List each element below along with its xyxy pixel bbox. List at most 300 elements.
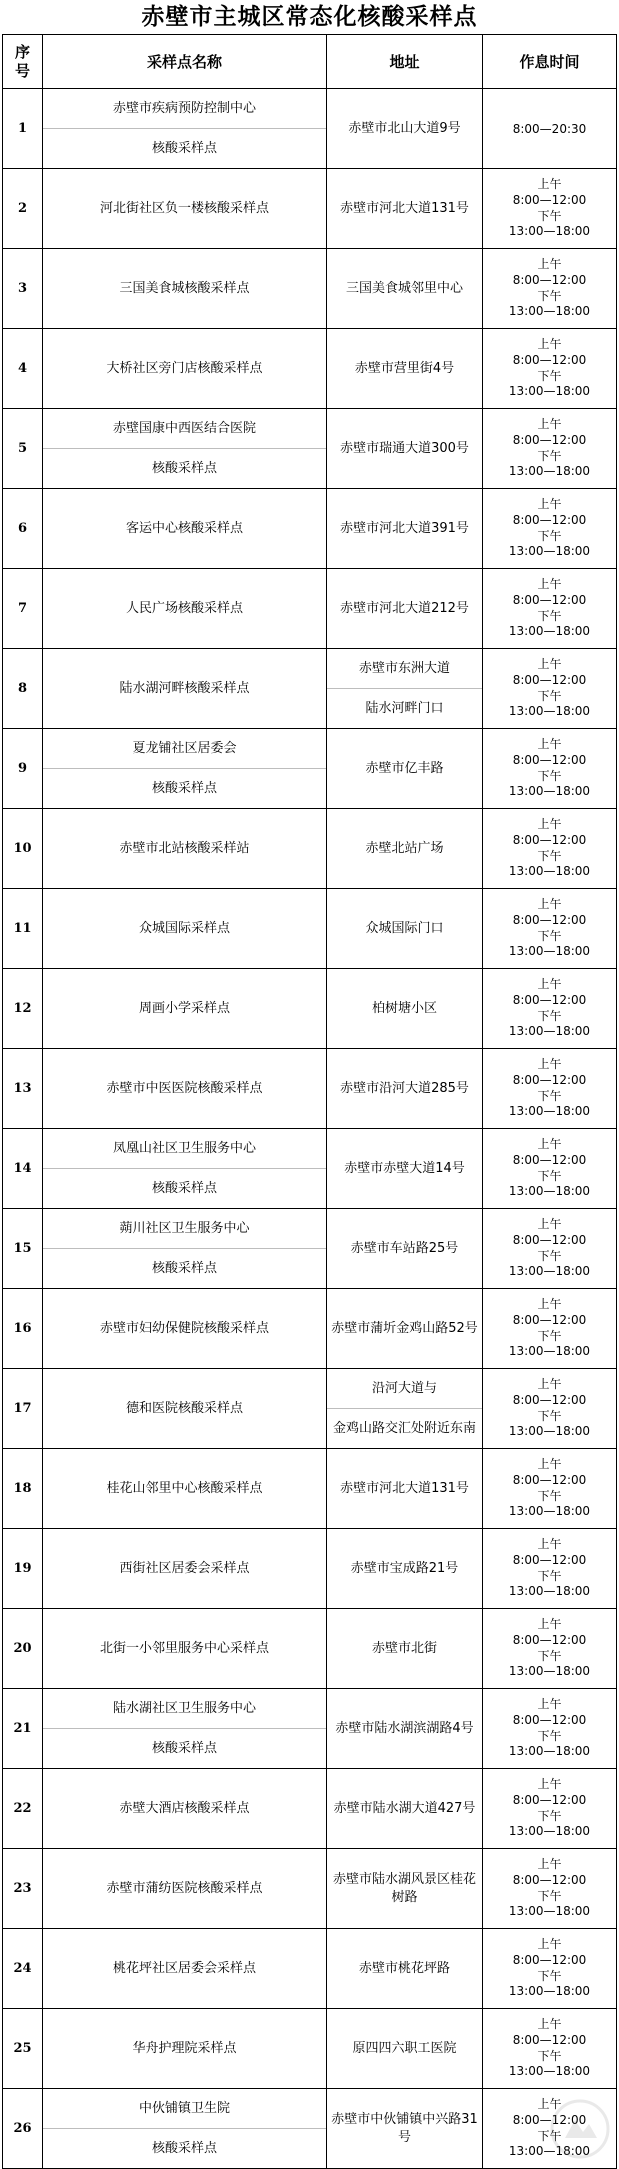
row-hours-line: 13:00—18:00 bbox=[508, 1104, 591, 1119]
row-hours-line: 13:00—18:00 bbox=[508, 224, 591, 239]
row-address-text: 赤壁市陆水湖风景区桂花树路 bbox=[332, 1871, 476, 1905]
row-address-text: 赤壁市河北大道391号 bbox=[340, 520, 469, 536]
row-site-name bbox=[43, 1289, 327, 1369]
row-hours bbox=[483, 1049, 617, 1129]
row-address-text: 赤壁市宝成路21号 bbox=[350, 1560, 459, 1576]
row-hours-line: 下午 bbox=[537, 1888, 562, 1903]
row-site-name-text: 人民广场核酸采样点 bbox=[125, 600, 243, 616]
table-header-row bbox=[3, 35, 617, 89]
table-row bbox=[3, 649, 617, 729]
row-hours-line: 下午 bbox=[537, 688, 562, 703]
row-address-text: 赤壁市车站路25号 bbox=[350, 1240, 459, 1256]
row-site-name-text: 德和医院核酸采样点 bbox=[125, 1400, 243, 1416]
row-seq: 7 bbox=[3, 569, 43, 649]
row-site-name-line: 核酸采样点 bbox=[43, 1248, 326, 1288]
row-hours bbox=[483, 1689, 617, 1769]
row-address bbox=[327, 169, 483, 249]
row-hours-line: 上午 bbox=[537, 497, 562, 512]
row-site-name-line: 赤壁市疾病预防控制中心 bbox=[112, 100, 256, 116]
table-body bbox=[3, 89, 617, 2169]
row-hours-line: 下午 bbox=[537, 1008, 562, 1023]
table-row bbox=[3, 1129, 617, 1209]
row-hours-line: 8:00—12:00 bbox=[512, 1712, 587, 1727]
row-seq: 13 bbox=[3, 1049, 43, 1129]
row-site-name-line: 核酸采样点 bbox=[43, 128, 326, 168]
table-row bbox=[3, 1769, 617, 1849]
row-site-name bbox=[43, 2009, 327, 2089]
row-hours-line: 13:00—18:00 bbox=[508, 704, 591, 719]
row-site-name-line: 蒴川社区卫生服务中心 bbox=[119, 1220, 250, 1236]
row-site-name-text: 华舟护理院采样点 bbox=[132, 2040, 237, 2056]
row-hours-line: 下午 bbox=[537, 1648, 562, 1663]
row-hours-line: 13:00—18:00 bbox=[508, 2064, 591, 2079]
table-row bbox=[3, 1689, 617, 1769]
row-address-line: 赤壁市东洲大道 bbox=[358, 660, 450, 676]
table-row bbox=[3, 809, 617, 889]
row-address bbox=[327, 809, 483, 889]
row-hours-line: 8:00—12:00 bbox=[512, 1392, 587, 1407]
row-hours-line: 上午 bbox=[537, 177, 562, 192]
row-hours-line: 下午 bbox=[537, 368, 562, 383]
row-site-name-line: 中伙铺镇卫生院 bbox=[138, 2100, 230, 2116]
row-site-name bbox=[43, 1449, 327, 1529]
row-hours-line: 13:00—18:00 bbox=[508, 1824, 591, 1839]
row-seq: 16 bbox=[3, 1289, 43, 1369]
row-site-name bbox=[43, 1929, 327, 2009]
row-site-name bbox=[43, 1209, 327, 1289]
row-hours-line: 8:00—12:00 bbox=[512, 1232, 587, 1247]
row-hours bbox=[483, 1769, 617, 1849]
row-hours-line: 8:00—12:00 bbox=[512, 672, 587, 687]
row-hours-line: 下午 bbox=[537, 2128, 562, 2143]
row-seq: 5 bbox=[3, 409, 43, 489]
row-seq: 20 bbox=[3, 1609, 43, 1689]
row-site-name bbox=[43, 1849, 327, 1929]
row-site-name-text: 桂花山邻里中心核酸采样点 bbox=[106, 1480, 263, 1496]
row-hours-line: 下午 bbox=[537, 1728, 562, 1743]
row-site-name-text: 西街社区居委会采样点 bbox=[119, 1560, 250, 1576]
row-hours-line: 下午 bbox=[537, 1808, 562, 1823]
table-row bbox=[3, 1449, 617, 1529]
row-hours-line: 上午 bbox=[537, 657, 562, 672]
table-row bbox=[3, 889, 617, 969]
row-address bbox=[327, 889, 483, 969]
row-site-name bbox=[43, 1769, 327, 1849]
row-hours bbox=[483, 1449, 617, 1529]
row-hours-line: 上午 bbox=[537, 737, 562, 752]
row-site-name-line: 夏龙铺社区居委会 bbox=[132, 740, 237, 756]
row-seq: 12 bbox=[3, 969, 43, 1049]
row-hours bbox=[483, 1129, 617, 1209]
row-hours-line: 8:00—12:00 bbox=[512, 432, 587, 447]
row-site-name bbox=[43, 809, 327, 889]
row-address-text: 三国美食城邻里中心 bbox=[345, 280, 463, 296]
table-row bbox=[3, 569, 617, 649]
row-hours-line: 下午 bbox=[537, 768, 562, 783]
row-seq: 21 bbox=[3, 1689, 43, 1769]
row-hours-line: 上午 bbox=[537, 1937, 562, 1952]
row-address-text: 赤壁市河北大道212号 bbox=[340, 600, 469, 616]
row-address bbox=[327, 329, 483, 409]
row-hours-line: 上午 bbox=[537, 1857, 562, 1872]
row-hours-line: 13:00—18:00 bbox=[508, 1264, 591, 1279]
row-site-name-text: 赤壁市中医医院核酸采样点 bbox=[106, 1080, 263, 1096]
row-address bbox=[327, 649, 483, 729]
row-site-name-line: 陆水湖社区卫生服务中心 bbox=[112, 1700, 256, 1716]
row-hours-line: 8:00—12:00 bbox=[512, 1632, 587, 1647]
table-row bbox=[3, 969, 617, 1049]
row-site-name bbox=[43, 169, 327, 249]
row-site-name-line: 核酸采样点 bbox=[43, 2128, 326, 2168]
row-address-text: 赤壁市陆水湖滨湖路4号 bbox=[335, 1720, 474, 1736]
watermark-logo-icon bbox=[549, 2098, 611, 2160]
row-site-name bbox=[43, 1129, 327, 1209]
row-hours-line: 上午 bbox=[537, 1297, 562, 1312]
row-hours-line: 8:00—20:30 bbox=[512, 121, 587, 136]
row-hours-line: 8:00—12:00 bbox=[512, 1472, 587, 1487]
row-hours bbox=[483, 889, 617, 969]
row-site-name-text: 众城国际采样点 bbox=[138, 920, 230, 936]
row-address-text: 原四四六职工医院 bbox=[352, 2040, 457, 2056]
row-address bbox=[327, 1049, 483, 1129]
row-hours-line: 上午 bbox=[537, 417, 562, 432]
row-hours bbox=[483, 409, 617, 489]
row-hours bbox=[483, 809, 617, 889]
table-row bbox=[3, 729, 617, 809]
row-site-name-text: 三国美食城核酸采样点 bbox=[119, 280, 250, 296]
row-address bbox=[327, 1609, 483, 1689]
table-row bbox=[3, 1289, 617, 1369]
row-hours-line: 下午 bbox=[537, 288, 562, 303]
row-hours-line: 8:00—12:00 bbox=[512, 592, 587, 607]
row-address bbox=[327, 409, 483, 489]
table-row bbox=[3, 1369, 617, 1449]
row-hours-line: 下午 bbox=[537, 1968, 562, 1983]
row-hours bbox=[483, 1929, 617, 2009]
row-hours-line: 8:00—12:00 bbox=[512, 832, 587, 847]
row-hours-line: 下午 bbox=[537, 1488, 562, 1503]
row-seq: 2 bbox=[3, 169, 43, 249]
row-hours-line: 13:00—18:00 bbox=[508, 624, 591, 639]
row-address-line: 沿河大道与 bbox=[371, 1380, 437, 1396]
row-address-text: 赤壁市中伙铺镇中兴路31号 bbox=[331, 2111, 478, 2145]
row-hours-line: 下午 bbox=[537, 1168, 562, 1183]
row-site-name-text: 河北街社区负一楼核酸采样点 bbox=[99, 200, 269, 216]
row-seq: 22 bbox=[3, 1769, 43, 1849]
row-hours bbox=[483, 1289, 617, 1369]
row-site-name-text: 赤壁市蒲纺医院核酸采样点 bbox=[106, 1880, 263, 1896]
row-hours-line: 下午 bbox=[537, 1568, 562, 1583]
row-hours-line: 13:00—18:00 bbox=[508, 544, 591, 559]
row-site-name-line: 赤壁国康中西医结合医院 bbox=[112, 420, 256, 436]
row-site-name-line: 核酸采样点 bbox=[43, 448, 326, 488]
row-hours-line: 8:00—12:00 bbox=[512, 1952, 587, 1967]
header-seq-text: 序号 bbox=[14, 42, 30, 80]
row-address-text: 众城国际门口 bbox=[365, 920, 444, 936]
row-hours-line: 8:00—12:00 bbox=[512, 1312, 587, 1327]
row-hours-line: 13:00—18:00 bbox=[508, 2144, 591, 2159]
row-hours-line: 8:00—12:00 bbox=[512, 1552, 587, 1567]
row-hours-line: 下午 bbox=[537, 848, 562, 863]
row-hours-line: 13:00—18:00 bbox=[508, 864, 591, 879]
row-site-name-text: 周画小学采样点 bbox=[138, 1000, 230, 1016]
row-seq: 18 bbox=[3, 1449, 43, 1529]
row-address-text: 赤壁市营里街4号 bbox=[354, 360, 455, 376]
table-row bbox=[3, 1529, 617, 1609]
row-address bbox=[327, 1129, 483, 1209]
row-site-name-text: 北街一小邻里服务中心采样点 bbox=[99, 1640, 269, 1656]
row-site-name bbox=[43, 2089, 327, 2169]
row-hours-line: 13:00—18:00 bbox=[508, 1024, 591, 1039]
row-hours-line: 8:00—12:00 bbox=[512, 1072, 587, 1087]
row-address bbox=[327, 569, 483, 649]
row-hours bbox=[483, 169, 617, 249]
row-hours-line: 8:00—12:00 bbox=[512, 992, 587, 1007]
row-site-name bbox=[43, 1369, 327, 1449]
row-hours-line: 8:00—12:00 bbox=[512, 352, 587, 367]
row-seq: 4 bbox=[3, 329, 43, 409]
row-hours bbox=[483, 1609, 617, 1689]
table-row bbox=[3, 489, 617, 569]
table-row bbox=[3, 409, 617, 489]
row-hours bbox=[483, 1849, 617, 1929]
row-hours-line: 13:00—18:00 bbox=[508, 1424, 591, 1439]
row-seq: 9 bbox=[3, 729, 43, 809]
row-hours-line: 上午 bbox=[537, 1617, 562, 1632]
row-site-name-text: 桃花坪社区居委会采样点 bbox=[112, 1960, 256, 1976]
row-hours bbox=[483, 729, 617, 809]
row-address bbox=[327, 1369, 483, 1449]
row-hours-line: 8:00—12:00 bbox=[512, 2032, 587, 2047]
table-row bbox=[3, 2009, 617, 2089]
table-row bbox=[3, 169, 617, 249]
row-site-name bbox=[43, 89, 327, 169]
row-seq: 10 bbox=[3, 809, 43, 889]
row-address bbox=[327, 249, 483, 329]
row-hours-line: 8:00—12:00 bbox=[512, 2112, 587, 2127]
row-site-name bbox=[43, 409, 327, 489]
table-row bbox=[3, 1929, 617, 2009]
row-hours-line: 8:00—12:00 bbox=[512, 1872, 587, 1887]
page-title: 赤壁市主城区常态化核酸采样点 bbox=[141, 3, 478, 30]
row-site-name-line: 核酸采样点 bbox=[43, 1168, 326, 1208]
row-seq: 11 bbox=[3, 889, 43, 969]
row-address bbox=[327, 1529, 483, 1609]
row-address bbox=[327, 729, 483, 809]
row-hours-line: 13:00—18:00 bbox=[508, 784, 591, 799]
row-hours bbox=[483, 1529, 617, 1609]
row-address-text: 赤壁市河北大道131号 bbox=[340, 200, 469, 216]
row-hours-line: 下午 bbox=[537, 528, 562, 543]
row-hours-line: 上午 bbox=[537, 1777, 562, 1792]
row-hours-line: 8:00—12:00 bbox=[512, 512, 587, 527]
row-site-name bbox=[43, 729, 327, 809]
row-hours-line: 8:00—12:00 bbox=[512, 912, 587, 927]
row-address-text: 赤壁市沿河大道285号 bbox=[340, 1080, 469, 1096]
row-site-name-line: 核酸采样点 bbox=[43, 1728, 326, 1768]
row-seq: 19 bbox=[3, 1529, 43, 1609]
row-hours-line: 上午 bbox=[537, 337, 562, 352]
row-hours-line: 13:00—18:00 bbox=[508, 1184, 591, 1199]
row-hours-line: 上午 bbox=[537, 1217, 562, 1232]
row-address bbox=[327, 489, 483, 569]
row-address bbox=[327, 1689, 483, 1769]
row-site-name-text: 赤壁市妇幼保健院核酸采样点 bbox=[99, 1320, 269, 1336]
row-site-name bbox=[43, 1609, 327, 1689]
row-hours-line: 上午 bbox=[537, 2017, 562, 2032]
row-hours-line: 上午 bbox=[537, 1057, 562, 1072]
sampling-sites-table bbox=[2, 34, 617, 2169]
header-hours: 作息时间 bbox=[483, 35, 617, 89]
row-hours-line: 下午 bbox=[537, 608, 562, 623]
row-hours-line: 8:00—12:00 bbox=[512, 1152, 587, 1167]
row-hours-line: 8:00—12:00 bbox=[512, 272, 587, 287]
row-site-name bbox=[43, 1049, 327, 1129]
table-row bbox=[3, 89, 617, 169]
row-hours-line: 下午 bbox=[537, 2048, 562, 2063]
row-hours-line: 13:00—18:00 bbox=[508, 384, 591, 399]
row-site-name bbox=[43, 249, 327, 329]
row-hours-line: 13:00—18:00 bbox=[508, 1504, 591, 1519]
row-hours-line: 8:00—12:00 bbox=[512, 752, 587, 767]
table-row bbox=[3, 329, 617, 409]
row-address-text: 赤壁市瑞通大道300号 bbox=[340, 440, 469, 456]
row-address bbox=[327, 2009, 483, 2089]
row-address-line: 陆水河畔门口 bbox=[327, 688, 482, 728]
row-address bbox=[327, 89, 483, 169]
row-hours bbox=[483, 969, 617, 1049]
row-site-name bbox=[43, 889, 327, 969]
row-site-name-text: 赤壁市北站核酸采样站 bbox=[119, 840, 250, 856]
row-hours bbox=[483, 569, 617, 649]
row-seq: 8 bbox=[3, 649, 43, 729]
row-hours-line: 上午 bbox=[537, 1377, 562, 1392]
row-site-name-line: 核酸采样点 bbox=[43, 768, 326, 808]
row-seq: 25 bbox=[3, 2009, 43, 2089]
row-hours-line: 8:00—12:00 bbox=[512, 1792, 587, 1807]
row-address bbox=[327, 1289, 483, 1369]
row-seq: 17 bbox=[3, 1369, 43, 1449]
row-hours-line: 下午 bbox=[537, 928, 562, 943]
row-address-line: 金鸡山路交汇处附近东南 bbox=[327, 1408, 482, 1448]
row-seq: 15 bbox=[3, 1209, 43, 1289]
header-name: 采样点名称 bbox=[43, 35, 327, 89]
row-hours-line: 上午 bbox=[537, 1697, 562, 1712]
row-address bbox=[327, 1849, 483, 1929]
row-hours-line: 上午 bbox=[537, 817, 562, 832]
header-address: 地址 bbox=[327, 35, 483, 89]
row-hours-line: 上午 bbox=[537, 1137, 562, 1152]
table-row bbox=[3, 1609, 617, 1689]
row-hours-line: 13:00—18:00 bbox=[508, 1584, 591, 1599]
row-hours-line: 上午 bbox=[537, 897, 562, 912]
row-hours bbox=[483, 489, 617, 569]
row-address-text: 赤壁市北山大道9号 bbox=[348, 120, 461, 136]
row-site-name bbox=[43, 649, 327, 729]
row-site-name bbox=[43, 1689, 327, 1769]
row-hours-line: 上午 bbox=[537, 2097, 562, 2112]
row-site-name-text: 客运中心核酸采样点 bbox=[125, 520, 243, 536]
row-seq: 26 bbox=[3, 2089, 43, 2169]
row-address-text: 赤壁市河北大道131号 bbox=[340, 1480, 469, 1496]
row-hours-line: 下午 bbox=[537, 1408, 562, 1423]
row-hours-line: 13:00—18:00 bbox=[508, 304, 591, 319]
row-site-name-text: 大桥社区旁门店核酸采样点 bbox=[106, 360, 263, 376]
row-address bbox=[327, 2089, 483, 2169]
row-address-text: 赤壁市北街 bbox=[371, 1640, 437, 1656]
table-row bbox=[3, 1049, 617, 1129]
table-row bbox=[3, 1849, 617, 1929]
row-address-text: 赤壁市赤壁大道14号 bbox=[344, 1160, 465, 1176]
row-seq: 14 bbox=[3, 1129, 43, 1209]
row-site-name-text: 陆水湖河畔核酸采样点 bbox=[119, 680, 250, 696]
row-site-name bbox=[43, 1529, 327, 1609]
row-site-name-line: 凤凰山社区卫生服务中心 bbox=[112, 1140, 256, 1156]
row-hours-line: 8:00—12:00 bbox=[512, 192, 587, 207]
row-hours-line: 13:00—18:00 bbox=[508, 1664, 591, 1679]
row-seq: 3 bbox=[3, 249, 43, 329]
row-hours-line: 下午 bbox=[537, 1088, 562, 1103]
row-hours-line: 13:00—18:00 bbox=[508, 1904, 591, 1919]
row-hours-line: 上午 bbox=[537, 577, 562, 592]
row-address bbox=[327, 1209, 483, 1289]
row-address-text: 赤壁市陆水湖大道427号 bbox=[333, 1800, 476, 1816]
row-hours-line: 13:00—18:00 bbox=[508, 1344, 591, 1359]
table-row bbox=[3, 249, 617, 329]
row-address-text: 赤壁市蒲圻金鸡山路52号 bbox=[331, 1320, 478, 1336]
row-address-text: 赤壁市桃花坪路 bbox=[358, 1960, 450, 1976]
row-hours-line: 13:00—18:00 bbox=[508, 1744, 591, 1759]
row-hours bbox=[483, 1209, 617, 1289]
row-address-text: 赤壁市亿丰路 bbox=[365, 760, 444, 776]
row-address bbox=[327, 1769, 483, 1849]
row-seq: 24 bbox=[3, 1929, 43, 2009]
row-hours-line: 下午 bbox=[537, 1248, 562, 1263]
table-row bbox=[3, 2089, 617, 2169]
row-seq: 23 bbox=[3, 1849, 43, 1929]
row-hours bbox=[483, 249, 617, 329]
row-site-name bbox=[43, 329, 327, 409]
row-site-name bbox=[43, 489, 327, 569]
row-hours-line: 13:00—18:00 bbox=[508, 1984, 591, 1999]
row-hours-line: 下午 bbox=[537, 448, 562, 463]
row-hours-line: 下午 bbox=[537, 208, 562, 223]
row-seq: 1 bbox=[3, 89, 43, 169]
row-address bbox=[327, 1449, 483, 1529]
table-row bbox=[3, 1209, 617, 1289]
row-site-name-text: 赤壁大酒店核酸采样点 bbox=[119, 1800, 250, 1816]
row-site-name bbox=[43, 969, 327, 1049]
row-hours bbox=[483, 89, 617, 169]
row-address bbox=[327, 969, 483, 1049]
row-address-text: 赤壁北站广场 bbox=[365, 840, 444, 856]
row-hours bbox=[483, 649, 617, 729]
row-hours bbox=[483, 1369, 617, 1449]
row-hours bbox=[483, 2009, 617, 2089]
row-hours-line: 13:00—18:00 bbox=[508, 944, 591, 959]
row-hours-line: 下午 bbox=[537, 1328, 562, 1343]
row-hours-line: 上午 bbox=[537, 1537, 562, 1552]
row-address bbox=[327, 1929, 483, 2009]
row-hours-line: 上午 bbox=[537, 257, 562, 272]
row-site-name bbox=[43, 569, 327, 649]
row-seq: 6 bbox=[3, 489, 43, 569]
row-address-text: 柏树塘小区 bbox=[371, 1000, 437, 1016]
row-hours-line: 上午 bbox=[537, 1457, 562, 1472]
row-hours bbox=[483, 329, 617, 409]
row-hours-line: 13:00—18:00 bbox=[508, 464, 591, 479]
row-hours-line: 上午 bbox=[537, 977, 562, 992]
